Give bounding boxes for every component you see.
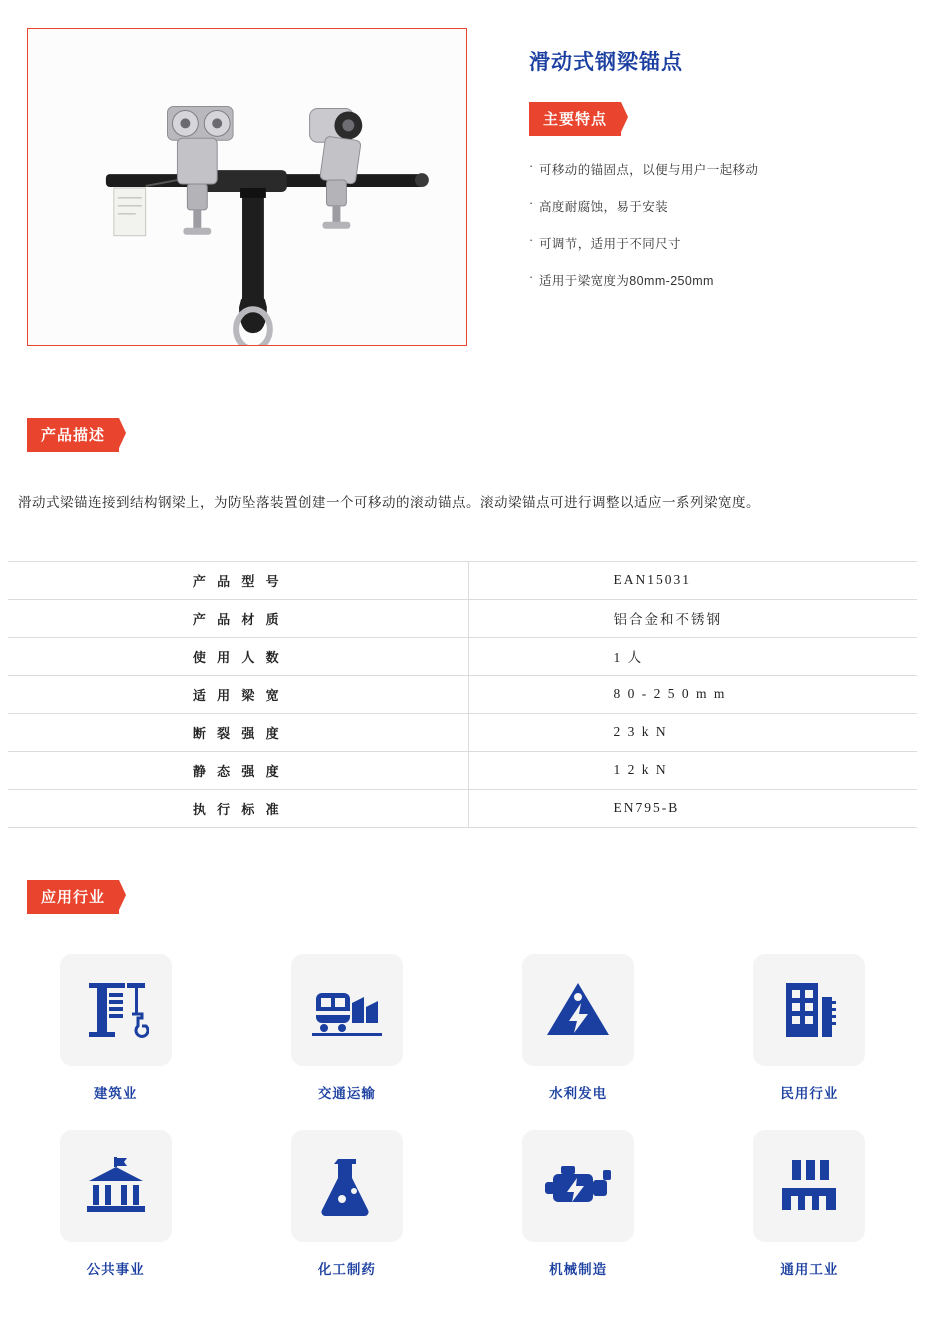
spec-value: 2 3 k N <box>613 724 668 740</box>
product-image <box>27 28 467 346</box>
industry-item-public[interactable] <box>0 1130 231 1278</box>
list-item: · 高度耐腐蚀，易于安装 <box>529 197 925 215</box>
flask-icon <box>291 1130 403 1242</box>
list-item: · 可调节，适用于不同尺寸 <box>529 234 925 252</box>
industry-label: 机械制造 <box>549 1261 608 1277</box>
features-tag: 主要特点 <box>529 102 621 136</box>
industries-tag: 应用行业 <box>27 880 119 914</box>
table-row <box>8 751 917 789</box>
spec-value: 8 0 - 2 5 0 m m <box>613 686 727 702</box>
feature-list <box>529 160 925 289</box>
spec-table <box>8 561 917 828</box>
table-row <box>8 789 917 827</box>
table-row <box>8 713 917 751</box>
spec-label: 执 行 标 准 <box>8 789 468 827</box>
table-row <box>8 675 917 713</box>
industry-item-civil[interactable] <box>694 954 925 1102</box>
description-tag: 产品描述 <box>27 418 119 452</box>
list-item: · 可移动的锚固点，以便与用户一起移动 <box>529 160 925 178</box>
list-item: · 适用于梁宽度为80mm-250mm <box>529 271 925 289</box>
industry-label: 水利发电 <box>549 1085 608 1101</box>
table-row <box>8 561 917 599</box>
train-icon <box>291 954 403 1066</box>
industry-label: 建筑业 <box>93 1085 138 1101</box>
spec-value: 1 人 <box>613 650 644 666</box>
building-icon <box>753 954 865 1066</box>
industry-item-construction[interactable] <box>0 954 231 1102</box>
spec-value: 铝合金和不锈钢 <box>613 612 722 628</box>
spec-label: 产 品 材 质 <box>8 599 468 637</box>
industry-label: 通用工业 <box>780 1261 839 1277</box>
spec-label: 断 裂 强 度 <box>8 713 468 751</box>
industry-grid <box>0 954 925 1278</box>
industry-item-chemical[interactable] <box>231 1130 462 1278</box>
spec-label: 适 用 梁 宽 <box>8 675 468 713</box>
description-text: 滑动式梁锚连接到结构钢梁上，为防坠落装置创建一个可移动的滚动锚点。滚动梁锚点可进行调整以适应一系列梁宽度。 <box>18 495 760 510</box>
power-triangle-icon <box>522 954 634 1066</box>
industry-item-transport[interactable] <box>231 954 462 1102</box>
spec-value: 1 2 k N <box>613 762 668 778</box>
engine-icon <box>522 1130 634 1242</box>
spec-label: 静 态 强 度 <box>8 751 468 789</box>
industry-item-machinery[interactable] <box>463 1130 694 1278</box>
spec-label: 产 品 型 号 <box>8 561 468 599</box>
industries-head <box>27 880 925 914</box>
industry-label: 民用行业 <box>780 1085 839 1101</box>
page-title: 滑动式钢梁锚点 <box>529 51 683 74</box>
product-hero <box>0 0 925 346</box>
industry-label: 化工制药 <box>317 1261 376 1277</box>
crane-icon <box>60 954 172 1066</box>
government-building-icon <box>60 1130 172 1242</box>
industry-label: 公共事业 <box>86 1261 145 1277</box>
spec-value: EN795-B <box>613 800 680 816</box>
description-section <box>0 418 925 515</box>
product-info <box>529 28 925 346</box>
industry-item-hydropower[interactable] <box>463 954 694 1102</box>
industries-section <box>0 880 925 1318</box>
industry-label: 交通运输 <box>317 1085 376 1101</box>
table-row <box>8 637 917 675</box>
description-head <box>27 418 925 452</box>
spec-value: EAN15031 <box>613 572 691 588</box>
spec-label: 使 用 人 数 <box>8 637 468 675</box>
product-photo-illustration <box>28 29 466 345</box>
table-row <box>8 599 917 637</box>
industry-item-general[interactable] <box>694 1130 925 1278</box>
factory-icon <box>753 1130 865 1242</box>
